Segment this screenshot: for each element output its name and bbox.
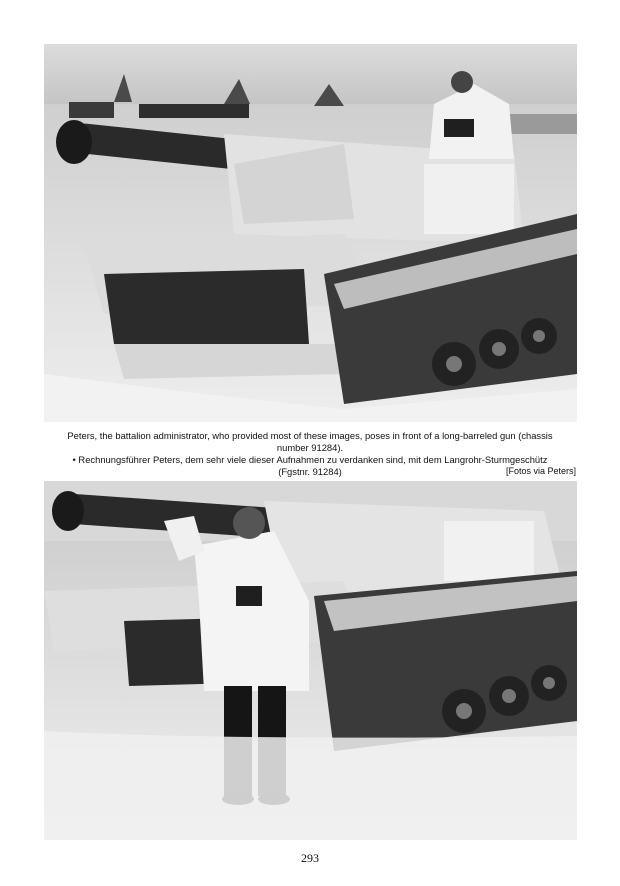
photo-top-image bbox=[44, 44, 577, 422]
caption-english: Peters, the battalion administrator, who provided most of these images, poses in front of a long-barreled gun (chassis number 91284). bbox=[67, 430, 553, 453]
page-number: 293 bbox=[301, 851, 319, 865]
photo-credit: [Fotos via Peters] bbox=[505, 466, 576, 476]
photo-bottom bbox=[44, 481, 577, 840]
photo-caption bbox=[60, 430, 560, 478]
photo-top bbox=[44, 44, 577, 422]
photo-bottom-image bbox=[44, 481, 577, 840]
caption-german: • Rechnungsführer Peters, dem sehr viele dieser Aufnahmen zu verdanken sind, mit dem Langrohr-Sturmgeschütz (Fgstnr. 91284) bbox=[72, 454, 548, 477]
